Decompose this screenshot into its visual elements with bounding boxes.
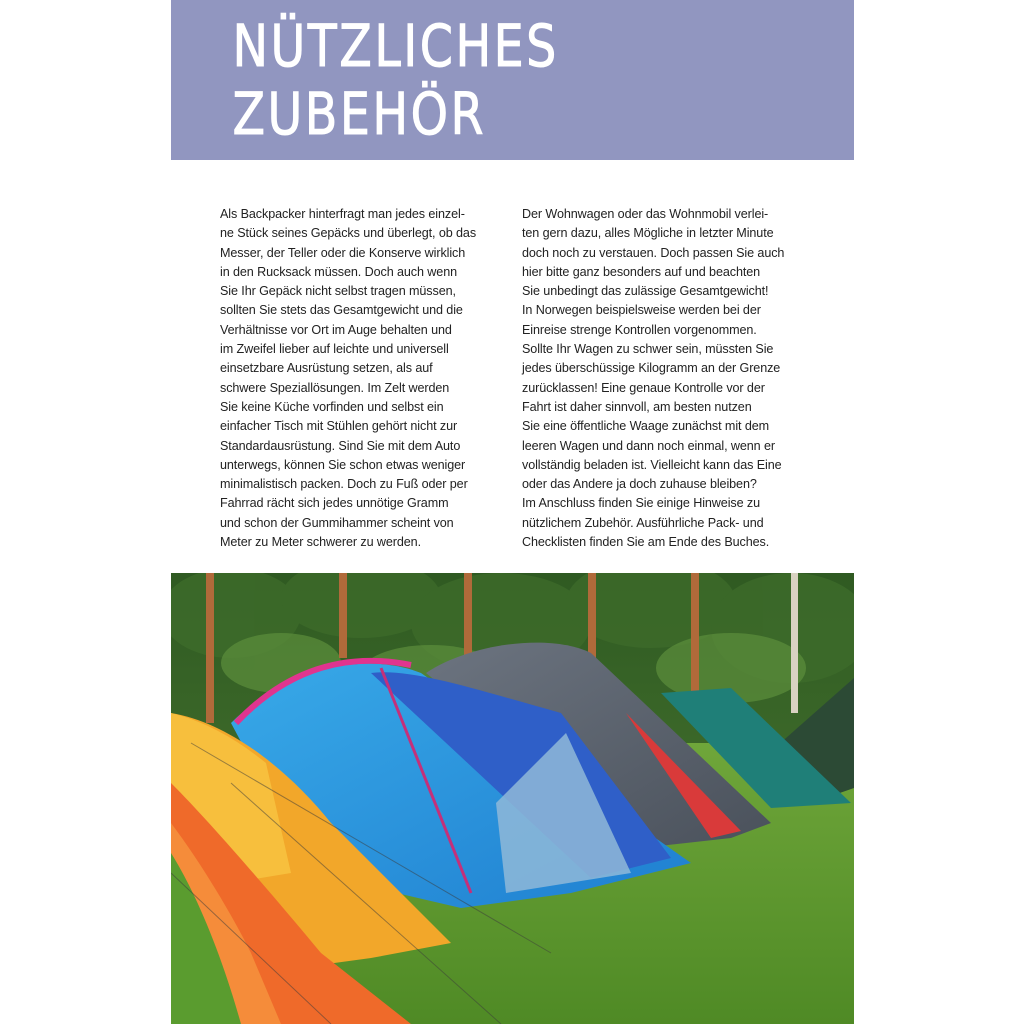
- page-title: NÜTZLICHES ZUBEHÖR: [232, 12, 559, 148]
- header-band: [171, 0, 854, 160]
- birch-trunk: [791, 573, 798, 713]
- text-columns: [220, 205, 790, 552]
- text-column-left: Als Backpacker hinterfragt man jedes einzel- ne Stück seines Gepäcks und überlegt, ob das Messer, der Teller oder die Konserve wirklich in den Rucksack müssen. Doch auch wenn Sie Ihr Gepäck nicht selbst tragen müssen, sollten Sie stets das Gesamtgewicht und die Verhältnisse vor Ort im Auge behalten und im Zweifel lieber auf leichte und universell einsetzbare Ausrüstung setzen, als auf schwere Speziallösungen. Im Zelt werden Sie keine Küche vorfinden und selbst ein einfacher Tisch mit Stühlen gehört nicht zur Standardausrüstung. Sind Sie mit dem Auto unterwegs, können Sie schon etwas weniger minimalistisch packen. Doch zu Fuß oder per Fahrrad rächt sich jedes unnötige Gramm und schon der Gummihammer scheint von Meter zu Meter schwerer zu werden.: [220, 207, 477, 550]
- tents-photo: [171, 573, 854, 1024]
- tents-photo-illustration: [171, 573, 854, 1024]
- text-column-right: Der Wohnwagen oder das Wohnmobil verlei- ten gern dazu, alles Mögliche in letzter Minute doch noch zu verstauen. Doch passen Sie auch hier bitte ganz besonders auf und beachten Sie unbedingt das zulässige Gesamtgewicht! In Norwegen beispielsweise werden bei der Einreise strenge Kontrollen vorgenommen. Sollte Ihr Wagen zu schwer sein, müssten Sie jedes überschüssige Kilogramm an der Grenze zurücklassen! Eine genaue Kontrolle vor der Fahrt ist daher sinnvoll, am besten nutzen Sie eine öffentliche Waage zunächst mit dem leeren Wagen und dann noch einmal, wenn er vollständig beladen ist. Vielleicht kann das Eine oder das Andere ja doch zuhause bleiben? Im Anschluss finden Sie einige Hinweise zu nützlichem Zubehör. Ausführliche Pack- und Checklisten finden Sie am Ende des Buches.: [522, 207, 785, 550]
